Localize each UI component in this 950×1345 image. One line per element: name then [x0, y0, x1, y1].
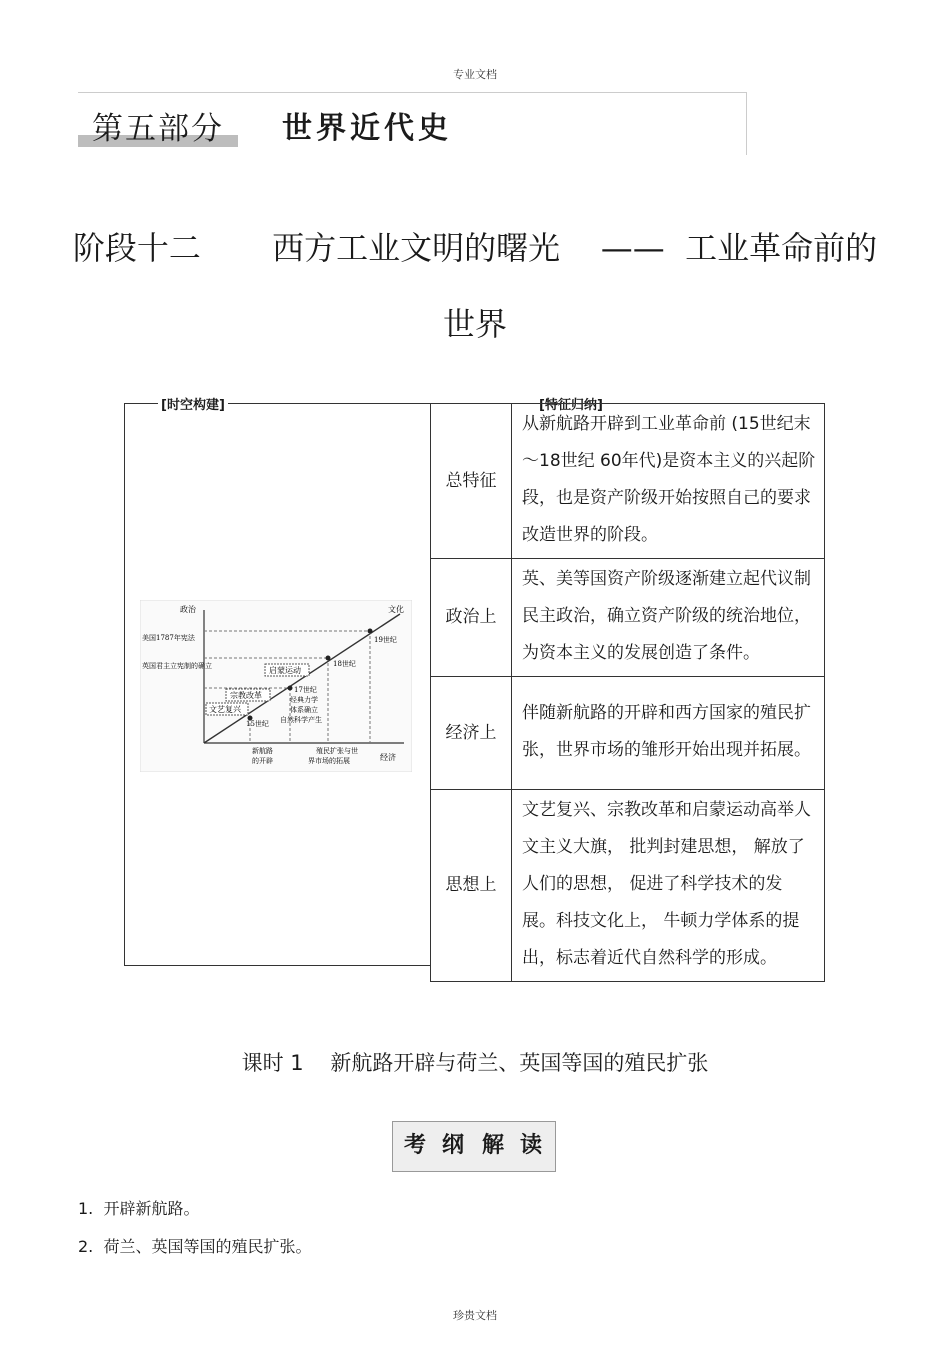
lesson-title: 课时 1 新航路开辟与荷兰、英国等国的殖民扩张: [241, 1051, 709, 1075]
feature-table: [430, 403, 825, 982]
bottom-label-1a: 新航路: [252, 747, 273, 755]
badge-char: 考: [403, 1133, 426, 1158]
exam-outline-badge: [392, 1121, 556, 1172]
feature-text: 文艺复兴、宗教改革和启蒙运动高举人文主义大旗， 批判封建思想， 解放了人们的思想， 促进了科学技术的发展。科技文化上， 牛顿力学体系的提出，标志着近代自然科学的形成。: [512, 790, 825, 982]
outline-item-1: 1. 开辟新航路。: [78, 1199, 200, 1218]
feature-key: 政治上: [431, 559, 512, 677]
science-2: 体系确立: [290, 706, 318, 714]
diag-label: 文化: [388, 605, 404, 614]
badge-char: 纲: [441, 1133, 464, 1158]
feature-label: [特征归纳]: [536, 394, 606, 413]
stage-main: 西方工业文明的曙光: [272, 229, 561, 267]
feature-key: 思想上: [431, 790, 512, 982]
badge-char: 读: [519, 1133, 542, 1158]
feature-text: 从新航路开辟到工业革命前 (15世纪末～18世纪 60年代)是资本主义的兴起阶段，也是资产阶级开始按照自己的要求改造世界的阶段。: [512, 404, 825, 559]
point-17c: [288, 686, 293, 691]
science-3: 自然科学产生: [280, 716, 322, 724]
feature-key: 总特征: [431, 404, 512, 559]
bottom-label-2a: 殖民扩张与世: [316, 747, 358, 755]
page-header: 专业文档: [453, 68, 497, 81]
box-renaissance: 文艺复兴: [209, 705, 241, 714]
label-18c: 18世纪: [333, 660, 356, 668]
page-footer: 珍贵文档: [453, 1309, 497, 1322]
feature-row: [431, 404, 825, 559]
label-17c: 17世纪: [294, 686, 317, 694]
box-enlightenment: 启蒙运动: [269, 666, 301, 675]
feature-text: 伴随新航路的开辟和西方国家的殖民扩张，世界市场的雏形开始出现并拓展。: [512, 677, 825, 790]
label-19c: 19世纪: [374, 636, 397, 644]
label-15c: 15世纪: [246, 720, 269, 728]
stage-dash: ——: [600, 229, 665, 267]
bottom-label-1b: 的开辟: [252, 757, 273, 765]
left-label-2: 英国君主立宪制的确立: [142, 662, 212, 670]
timeline-diagram: [140, 600, 412, 772]
point-18c: [326, 656, 331, 661]
feature-key: 经济上: [431, 677, 512, 790]
axis-x-label: 经济: [380, 753, 396, 762]
part-banner: [78, 92, 747, 155]
timespace-label: [时空构建]: [158, 394, 228, 413]
point-19c: [368, 629, 373, 634]
feature-row: [431, 559, 825, 677]
outline-item-2: 2. 荷兰、英国等国的殖民扩张。: [78, 1237, 312, 1256]
badge-char: 解: [481, 1133, 504, 1158]
axis-y-label: 政治: [180, 605, 196, 614]
feature-row: [431, 790, 825, 982]
stage-title-line2: 世界: [442, 305, 507, 343]
box-reformation: 宗教改革: [230, 691, 262, 700]
feature-text: 英、美等国资产阶级逐渐建立起代议制民主政治，确立资产阶级的统治地位，为资本主义的发展创造了条件。: [512, 559, 825, 677]
left-label-1: 美国1787年宪法: [142, 634, 195, 642]
feature-row: [431, 677, 825, 790]
stage-number: 阶段十二: [72, 229, 201, 267]
stage-title: [0, 210, 950, 362]
stage-title-line1: [0, 210, 950, 286]
stage-sub: 工业革命前的: [685, 229, 878, 267]
part-label: 第五部分: [92, 111, 224, 147]
science-1: 经典力学: [290, 696, 318, 704]
bottom-label-2b: 界市场的拓展: [308, 757, 350, 765]
part-title: 世界近代史: [282, 111, 452, 146]
